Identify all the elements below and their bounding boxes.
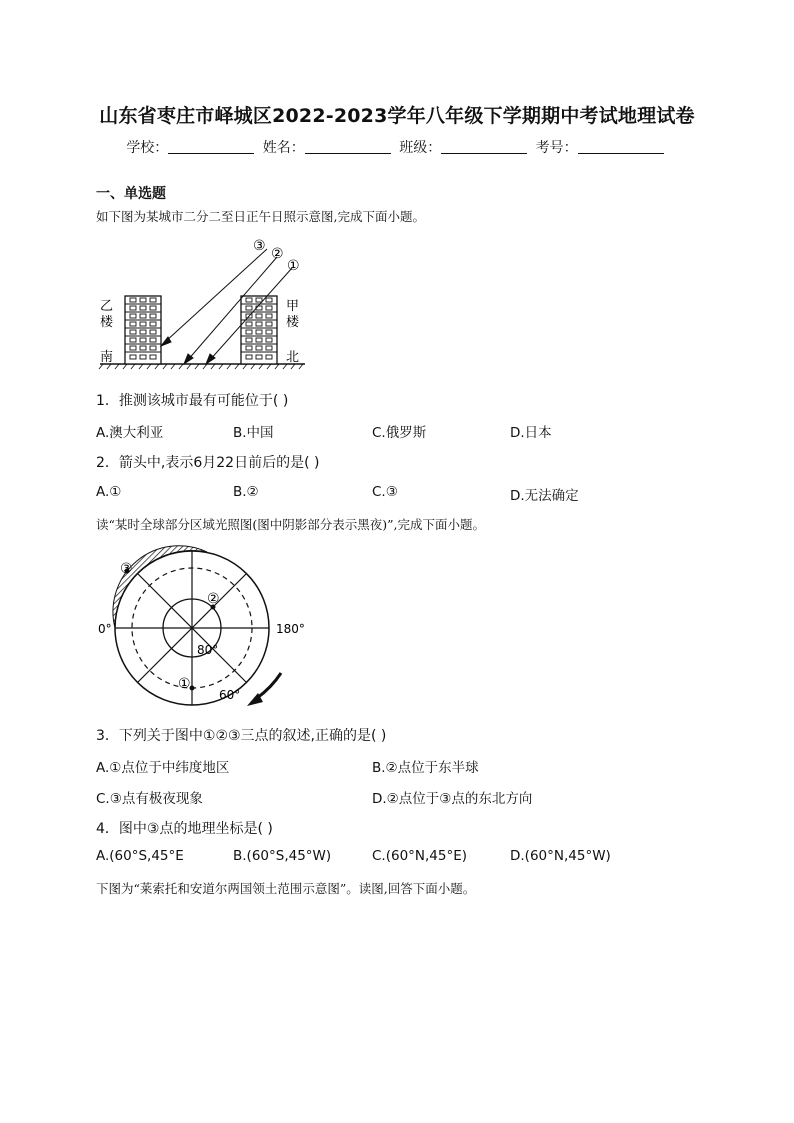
polar-illumination-figure — [95, 543, 315, 718]
q2-option-a[interactable]: A.① — [96, 484, 122, 500]
point-1-label: ① — [178, 676, 191, 692]
ray-label-3: ③ — [253, 238, 266, 254]
q2-option-c[interactable]: C.③ — [372, 484, 398, 500]
q4-option-a[interactable]: A.(60°S,45°E — [96, 848, 184, 864]
ray-label-1: ① — [287, 258, 300, 274]
q2-option-d[interactable]: D.无法确定 — [510, 488, 579, 504]
q1-option-b[interactable]: B.中国 — [233, 425, 274, 441]
ray-label-2: ② — [271, 246, 284, 262]
q3-option-a[interactable]: A.①点位于中纬度地区 — [96, 760, 230, 776]
q1-option-a[interactable]: A.澳大利亚 — [96, 425, 164, 441]
exam-title: 山东省枣庄市峄城区2022-2023学年八年级下学期期中考试地理试卷 — [99, 105, 695, 127]
sun-angle-figure — [95, 235, 325, 375]
q1-option-d[interactable]: D.日本 — [510, 425, 552, 441]
building-jia-label-2: 楼 — [286, 315, 300, 330]
building-jia-label-1: 甲 — [286, 299, 300, 314]
school-label: 学校： — [126, 140, 169, 156]
class-blank[interactable] — [441, 139, 527, 154]
q4-option-b[interactable]: B.(60°S,45°W) — [233, 848, 332, 864]
name-blank[interactable] — [305, 139, 391, 154]
question-4: 4．图中③点的地理坐标是( ) — [96, 821, 273, 837]
south-label: 南 — [100, 350, 114, 365]
building-yi — [125, 296, 161, 364]
question-2: 2．箭头中,表示6月22日前后的是( ) — [96, 455, 320, 471]
q3-option-b[interactable]: B.②点位于东半球 — [372, 760, 479, 776]
north-label: 北 — [286, 350, 300, 365]
question-1: 1．推测该城市最有可能位于( ) — [96, 393, 289, 409]
building-yi-label-2: 楼 — [100, 315, 114, 330]
number-blank[interactable] — [578, 139, 664, 154]
intro-text-3: 下图为“莱索托和安道尔两国领土范围示意图”。读图,回答下面小题。 — [96, 881, 476, 896]
q3-option-d[interactable]: D.②点位于③点的东北方向 — [372, 791, 533, 807]
number-label: 考号： — [535, 140, 578, 156]
q3-option-c[interactable]: C.③点有极夜现象 — [96, 791, 203, 807]
name-label: 姓名： — [262, 140, 305, 156]
school-blank[interactable] — [168, 139, 254, 154]
q2-option-b[interactable]: B.② — [233, 484, 259, 500]
lat-80-label: 80° — [197, 643, 219, 657]
point-3-label: ③ — [120, 561, 133, 577]
rotation-arrow — [257, 673, 281, 698]
q4-option-c[interactable]: C.(60°N,45°E) — [372, 848, 468, 864]
building-yi-label-1: 乙 — [100, 299, 114, 314]
section-heading: 一、单选题 — [96, 186, 166, 202]
intro-text-1: 如下图为某城市二分二至日正午日照示意图,完成下面小题。 — [96, 209, 425, 224]
lon-0-label: 0° — [98, 622, 112, 636]
class-label: 班级： — [399, 140, 442, 156]
lon-180-label: 180° — [276, 622, 305, 636]
q1-option-c[interactable]: C.俄罗斯 — [372, 425, 427, 441]
intro-text-2: 读“某时全球部分区域光照图(图中阴影部分表示黑夜)”,完成下面小题。 — [96, 517, 486, 532]
point-2-label: ② — [207, 591, 220, 607]
lat-60-label: 60° — [219, 688, 241, 702]
q4-option-d[interactable]: D.(60°N,45°W) — [510, 848, 611, 864]
student-info-line — [0, 137, 794, 157]
building-jia — [241, 296, 277, 364]
question-3: 3．下列关于图中①②③三点的叙述,正确的是( ) — [96, 728, 387, 744]
